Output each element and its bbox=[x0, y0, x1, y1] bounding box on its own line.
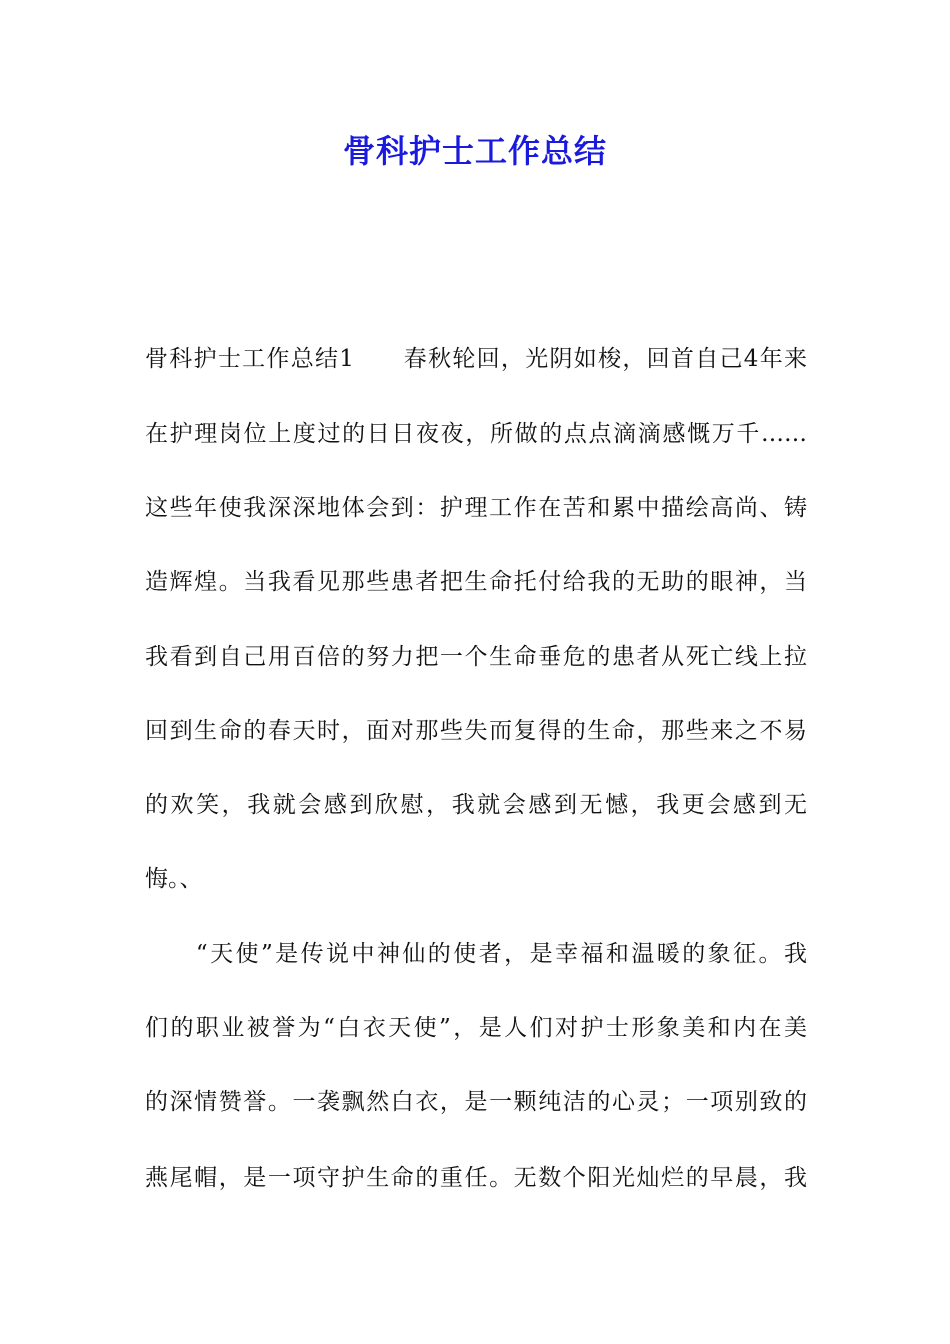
body-line-5: 我看到自己用百倍的努力把一个生命垂危的患者从死亡线上拉 bbox=[145, 644, 807, 670]
body-line-10: 们的职业被誉为“白衣天使”，是人们对护士形象美和内在美 bbox=[145, 1015, 807, 1041]
body-line-12: 燕尾帽，是一项守护生命的重任。无数个阳光灿烂的早晨，我 bbox=[145, 1165, 807, 1191]
body-line-2: 在护理岗位上度过的日日夜夜，所做的点点滴滴感慨万千…… bbox=[145, 421, 807, 447]
body-line-11: 的深情赞誉。一袭飘然白衣，是一颗纯洁的心灵；一项别致的 bbox=[145, 1089, 807, 1115]
body-line-7: 的欢笑，我就会感到欣慰，我就会感到无憾，我更会感到无 bbox=[145, 792, 807, 818]
body-line-6: 回到生命的春天时，面对那些失而复得的生命，那些来之不易 bbox=[145, 718, 807, 744]
document-title: 骨科护士工作总结 bbox=[342, 132, 607, 170]
body-line-9: “天使”是传说中神仙的使者，是幸福和温暖的象征。我 bbox=[145, 941, 807, 967]
body-line-8: 悔。、 bbox=[145, 866, 203, 892]
body-line-4: 造辉煌。当我看见那些患者把生命托付给我的无助的眼神，当 bbox=[145, 569, 807, 595]
body-line-1: 骨科护士工作总结1 春秋轮回，光阴如梭，回首自己4年来 bbox=[145, 346, 807, 372]
body-line-3: 这些年使我深深地体会到：护理工作在苦和累中描绘高尚、铸 bbox=[145, 495, 807, 521]
